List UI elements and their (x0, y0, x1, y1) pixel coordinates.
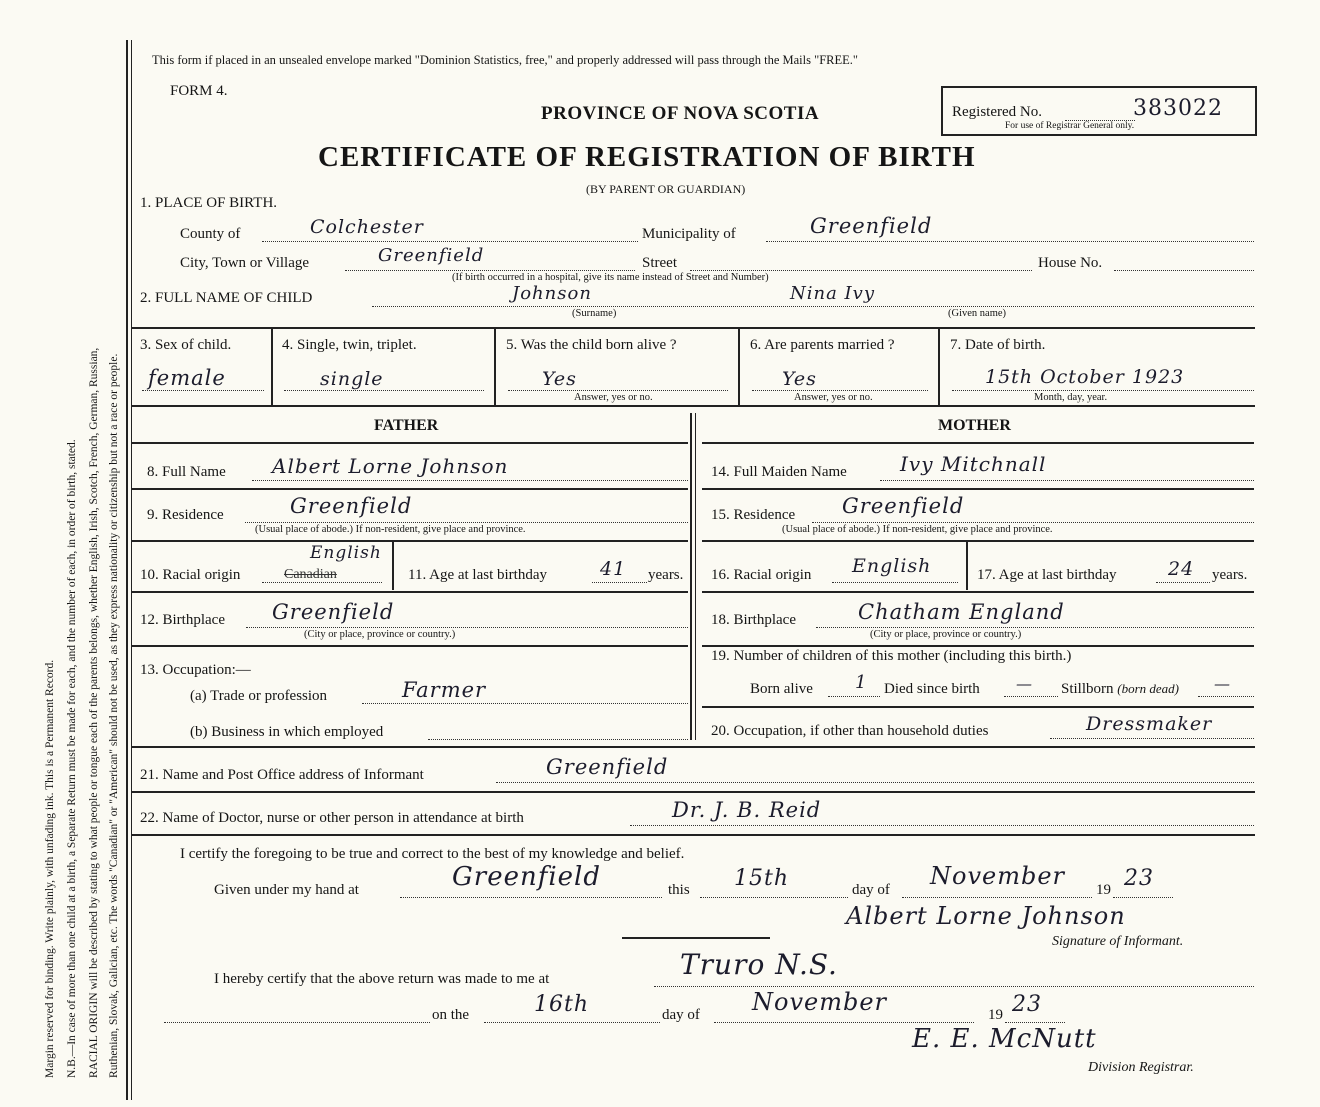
trade-line (362, 703, 688, 704)
mother-rule-2 (702, 488, 1254, 490)
registrar-place-line (654, 986, 1254, 987)
father-name-value: Albert Lorne Johnson (272, 454, 509, 478)
house-line (1114, 270, 1254, 271)
alive-value: Yes (542, 368, 577, 390)
rule-row-bottom (132, 405, 1255, 407)
margin-rule (126, 40, 128, 1100)
municipality-value: Greenfield (810, 214, 933, 238)
rule-doctor (132, 834, 1255, 836)
informant-line (496, 782, 1254, 783)
registration-label: Registered No. (952, 104, 1042, 120)
father-birthplace-line (246, 627, 688, 628)
trade-value: Farmer (402, 678, 487, 702)
business-label: (b) Business in which employed (190, 724, 384, 740)
mother-age-label: 17. Age at last birthday (977, 567, 1117, 583)
doctor-label: 22. Name of Doctor, nurse or other person in attendance at birth (140, 810, 524, 826)
rule-row-top (132, 327, 1255, 329)
rule-columns-bottom (132, 746, 1255, 748)
margin-note-multiple-births: N.B.—In case of more than one child at a birth, a Separate Return must be made for each, and the number of each, in order of birth, stated. (66, 439, 78, 1078)
father-racial-divider (392, 541, 394, 590)
mother-heading: MOTHER (938, 417, 1011, 434)
doctor-line (630, 825, 1254, 826)
father-birthplace-label: 12. Birthplace (140, 612, 225, 628)
father-rule-1 (132, 442, 688, 444)
municipality-label: Municipality of (642, 226, 736, 242)
stillborn-value: — (1214, 674, 1231, 693)
reg-year-value: 23 (1012, 992, 1042, 1017)
day-value: 15th (734, 866, 790, 891)
year-prefix: 19 (1096, 882, 1111, 898)
col-div-3 (738, 328, 740, 406)
given-place-value: Greenfield (452, 862, 602, 892)
married-line (752, 390, 928, 391)
mother-birthplace-label: 18. Birthplace (711, 612, 796, 628)
mother-rule-4 (702, 591, 1254, 593)
center-divider-2 (695, 413, 696, 740)
mother-rule-1 (702, 442, 1254, 444)
father-birthplace-caption: (City or place, province or country.) (304, 629, 456, 640)
col-div-4 (938, 328, 940, 406)
margin-note-racial-origin-cont: Ruthenian, Slovak, Galician, etc. The words "Canadian" or "American" should not be used, as they express nationality or citizenship but not a race or people. (108, 353, 120, 1078)
col-div-2 (494, 328, 496, 406)
born-alive-label: Born alive (750, 681, 813, 697)
margin-rule-inner (131, 40, 132, 1100)
month-line (902, 897, 1092, 898)
surname-caption: (Surname) (572, 308, 617, 319)
father-rule-4 (132, 591, 688, 593)
father-age-value: 41 (600, 558, 627, 580)
registrar-signature: E. E. McNutt (912, 1024, 1097, 1054)
reg-dayof-label: day of (662, 1007, 700, 1023)
mother-occupation-label: 20. Occupation, if other than household duties (711, 723, 989, 739)
father-racial-value: English (310, 543, 382, 563)
county-value: Colchester (310, 216, 424, 238)
registrar-place-value: Truro N.S. (680, 948, 838, 981)
plurality-line (284, 390, 484, 391)
father-birthplace-value: Greenfield (272, 600, 395, 624)
plurality-label: 4. Single, twin, triplet. (282, 337, 417, 353)
informant-signature-caption: Signature of Informant. (1052, 934, 1184, 949)
given-place-line (400, 897, 662, 898)
mother-racial-divider (966, 541, 968, 590)
hospital-note: (If birth occurred in a hospital, give its name instead of Street and Number) (452, 272, 769, 283)
municipality-line (766, 241, 1254, 242)
registration-number: 383022 (1133, 96, 1223, 121)
mother-name-line (880, 480, 1254, 481)
died-label: Died since birth (884, 681, 980, 697)
sex-value: female (148, 366, 226, 390)
reg-month-line (714, 1022, 974, 1023)
mother-racial-label: 16. Racial origin (711, 567, 812, 583)
mail-note: This form if placed in an unsealed envelope marked "Dominion Statistics, free," and properly addressed will pass through the Mails "FREE." (152, 53, 859, 67)
registrar-signature-caption: Division Registrar. (1088, 1060, 1194, 1075)
father-name-line (252, 480, 688, 481)
col-div-1 (271, 328, 273, 406)
registration-box (941, 86, 1257, 136)
child-name-label: 2. FULL NAME OF CHILD (140, 290, 313, 306)
father-residence-label: 9. Residence (147, 507, 224, 523)
mother-racial-value: English (852, 555, 932, 577)
died-value: — (1016, 674, 1033, 693)
certificate-title: CERTIFICATE OF REGISTRATION OF BIRTH (318, 141, 976, 173)
doctor-value: Dr. J. B. Reid (672, 798, 822, 822)
mother-residence-value: Greenfield (842, 494, 965, 518)
city-label: City, Town or Village (180, 255, 310, 271)
stillborn-text: Stillborn (1061, 681, 1114, 697)
margin-note-binding: Margin reserved for binding. Write plainly, with unfading ink. This is a Permanent Record. (44, 659, 56, 1078)
registrar-statement: I hereby certify that the above return was made to me at (214, 971, 550, 987)
stillborn-line (1198, 696, 1254, 697)
mother-residence-line (812, 522, 1254, 523)
day-line (700, 897, 848, 898)
certify-statement: I certify the foregoing to be true and correct to the best of my knowledge and belief. (180, 846, 685, 862)
father-racial-struck: Canadian (284, 567, 337, 582)
dob-line (952, 390, 1254, 391)
mother-age-suffix: years. (1212, 567, 1248, 583)
plurality-value: single (320, 368, 384, 390)
informant-signature: Albert Lorne Johnson (846, 902, 1126, 930)
street-line (690, 270, 1032, 271)
mother-residence-caption: (Usual place of abode.) If non-resident, give place and province. (782, 524, 1053, 535)
registration-note: For use of Registrar General only. (1005, 121, 1135, 131)
father-racial-label: 10. Racial origin (140, 567, 241, 583)
mother-occupation-value: Dressmaker (1086, 713, 1213, 735)
certificate-subtitle: (BY PARENT OR GUARDIAN) (586, 182, 746, 196)
center-divider (690, 413, 692, 740)
form-number: FORM 4. (170, 83, 228, 99)
reg-year-prefix: 19 (988, 1007, 1003, 1023)
house-label: House No. (1038, 255, 1103, 271)
stillborn-note: (born dead) (1117, 681, 1180, 696)
mother-racial-line (832, 582, 958, 583)
place-heading: 1. PLACE OF BIRTH. (140, 195, 278, 211)
married-caption: Answer, yes or no. (794, 392, 873, 403)
dob-label: 7. Date of birth. (950, 337, 1046, 353)
month-value: November (930, 862, 1066, 890)
mother-age-value: 24 (1168, 558, 1195, 580)
county-label: County of (180, 226, 241, 242)
informant-value: Greenfield (546, 755, 669, 779)
mother-age-line (1156, 582, 1210, 583)
mother-birthplace-value: Chatham England (858, 600, 1065, 624)
short-rule (622, 937, 770, 939)
alive-label: 5. Was the child born alive ? (506, 337, 677, 353)
father-heading: FATHER (374, 417, 439, 434)
alive-caption: Answer, yes or no. (574, 392, 653, 403)
father-residence-caption: (Usual place of abode.) If non-resident, give place and province. (255, 524, 526, 535)
occupation-label: 13. Occupation:— (140, 662, 251, 678)
father-rule-2 (132, 488, 688, 490)
reg-year-line (1005, 1022, 1065, 1023)
mother-rule-3 (702, 540, 1254, 542)
year-line (1113, 897, 1173, 898)
children-label: 19. Number of children of this mother (including this birth.) (711, 648, 1072, 664)
this-label: this (668, 882, 690, 898)
father-age-suffix: years. (648, 567, 684, 583)
reg-day-value: 16th (534, 992, 590, 1017)
died-line (1004, 696, 1058, 697)
mother-occupation-line (1050, 738, 1254, 739)
given-caption: (Given name) (948, 308, 1007, 319)
dayof-label: day of (852, 882, 890, 898)
registrar-left-line (164, 1022, 430, 1023)
father-residence-line (245, 522, 688, 523)
child-name-line (372, 306, 1254, 307)
province-title: PROVINCE OF NOVA SCOTIA (541, 103, 820, 124)
married-label: 6. Are parents married ? (750, 337, 895, 353)
dob-value: 15th October 1923 (985, 366, 1185, 388)
sex-label: 3. Sex of child. (140, 337, 232, 353)
rule-informant (132, 791, 1255, 793)
margin-note-racial-origin: RACIAL ORIGIN will be described by stating to what people or tongue each of the parents belongs, whether English, Irish, Scotch, French, German, Russian, (88, 347, 100, 1078)
child-surname-value: Johnson (512, 283, 592, 304)
mother-residence-label: 15. Residence (711, 507, 796, 523)
on-label: on the (432, 1007, 470, 1023)
reg-day-line (484, 1022, 660, 1023)
trade-label: (a) Trade or profession (190, 688, 328, 704)
sex-line (142, 390, 264, 391)
alive-line (508, 390, 728, 391)
mother-rule-5 (702, 645, 1254, 647)
born-alive-value: 1 (855, 672, 868, 693)
father-residence-value: Greenfield (290, 494, 413, 518)
mother-name-label: 14. Full Maiden Name (711, 464, 847, 480)
father-age-label: 11. Age at last birthday (408, 567, 547, 583)
father-rule-5 (132, 645, 688, 647)
city-line (345, 270, 635, 271)
mother-rule-6 (702, 706, 1254, 708)
father-name-label: 8. Full Name (147, 464, 226, 480)
married-value: Yes (782, 368, 817, 390)
mother-name-value: Ivy Mitchnall (900, 452, 1047, 476)
mother-birthplace-caption: (City or place, province or country.) (870, 629, 1022, 640)
business-line (428, 739, 688, 740)
reg-month-value: November (752, 988, 888, 1016)
father-age-line (592, 582, 647, 583)
dob-caption: Month, day, year. (1034, 392, 1108, 403)
city-value: Greenfield (378, 245, 485, 266)
mother-birthplace-line (816, 627, 1254, 628)
child-given-value: Nina Ivy (790, 283, 876, 304)
given-label: Given under my hand at (214, 882, 359, 898)
street-label: Street (642, 255, 677, 271)
born-alive-line (828, 696, 880, 697)
year-value: 23 (1124, 866, 1154, 891)
informant-label: 21. Name and Post Office address of Informant (140, 767, 424, 783)
stillborn-label (1061, 681, 1179, 698)
county-line (262, 241, 638, 242)
father-rule-3 (132, 540, 688, 542)
